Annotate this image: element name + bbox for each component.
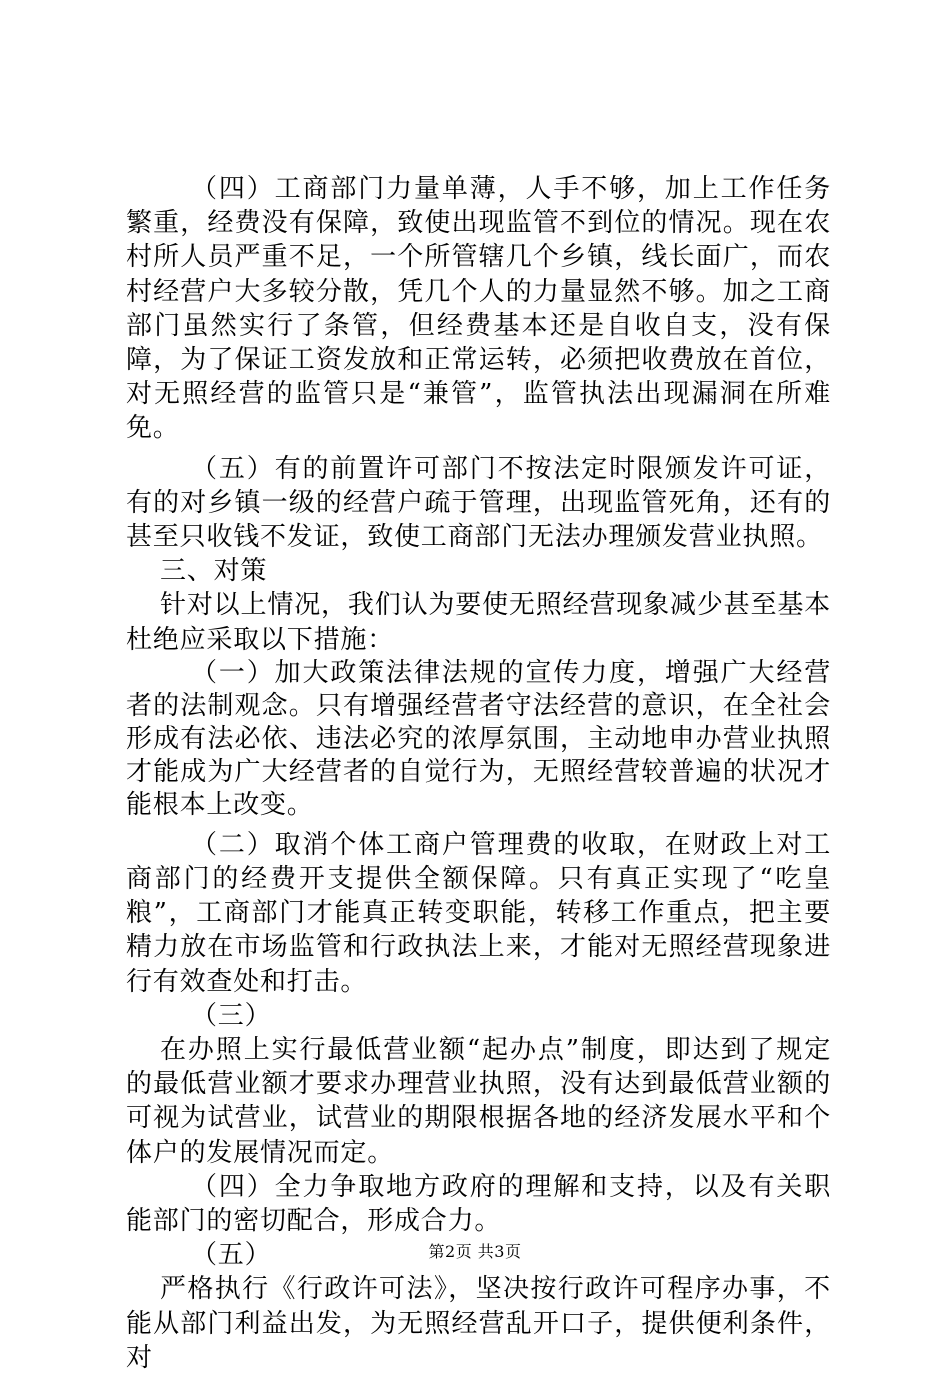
paragraph-5-permits: （五）有的前置许可部门不按法定时限颁发许可证，有的对乡镇一级的经营户疏于管理，出现监管死角，还有的甚至只收钱不发证，致使工商部门无法办理颁发营业执照。 [126,453,831,553]
paragraph-measure-5-body: 严格执行《行政许可法》，坚决按行政许可程序办事，不能从部门利益出发，为无照经营乱开口子，提供便利条件，对 [126,1274,831,1373]
paragraph-measure-3-body: 在办照上实行最低营业额“起办点”制度，即达到了规定的最低营业额才要求办理营业执照，没有达到最低营业额的可视为试营业，试营业的期限根据各地的经济发展水平和个体户的发展情况而定。 [126,1035,831,1168]
section-heading-countermeasures: 三、对策 [160,556,268,587]
paragraph-measure-5-label: （五） [191,1240,272,1271]
page-number-footer: 第2页 共3页 [428,1242,522,1261]
paragraph-measure-4: （四）全力争取地方政府的理解和支持，以及有关职能部门的密切配合，形成合力。 [126,1171,831,1237]
document-body [126,172,831,1375]
paragraph-measure-3-label: （三） [191,1000,272,1031]
paragraph-4-staffing: （四）工商部门力量单薄，人手不够，加上工作任务繁重，经费没有保障，致使出现监管不到位的情况。现在农村所人员严重不足，一个所管辖几个乡镇，线长面广，而农村经营户大多较分散，凭几个人的力量显然不够。加之工商部门虽然实行了条管，但经费基本还是自收自支，没有保障，为了保证工资发放和正常运转，必须把收费放在首位，对无照经营的监管只是“兼管”，监管执法出现漏洞在所难免。 [126,174,831,444]
paragraph-measure-2: （二）取消个体工商户管理费的收取，在财政上对工商部门的经费开支提供全额保障。只有真正实现了“吃皇粮”，工商部门才能真正转变职能，转移工作重点，把主要精力放在市场监管和行政执法上来，才能对无照经营现象进行有效查处和打击。 [126,829,831,997]
paragraph-intro-measures: 针对以上情况，我们认为要使无照经营现象减少甚至基本杜绝应采取以下措施： [126,590,831,655]
paragraph-measure-1: （一）加大政策法律法规的宣传力度，增强广大经营者的法制观念。只有增强经营者守法经营的意识，在全社会形成有法必依、违法必究的浓厚氛围，主动地申办营业执照才能成为广大经营者的自觉行为，无照经营较普遍的状况才能根本上改变。 [126,657,831,820]
